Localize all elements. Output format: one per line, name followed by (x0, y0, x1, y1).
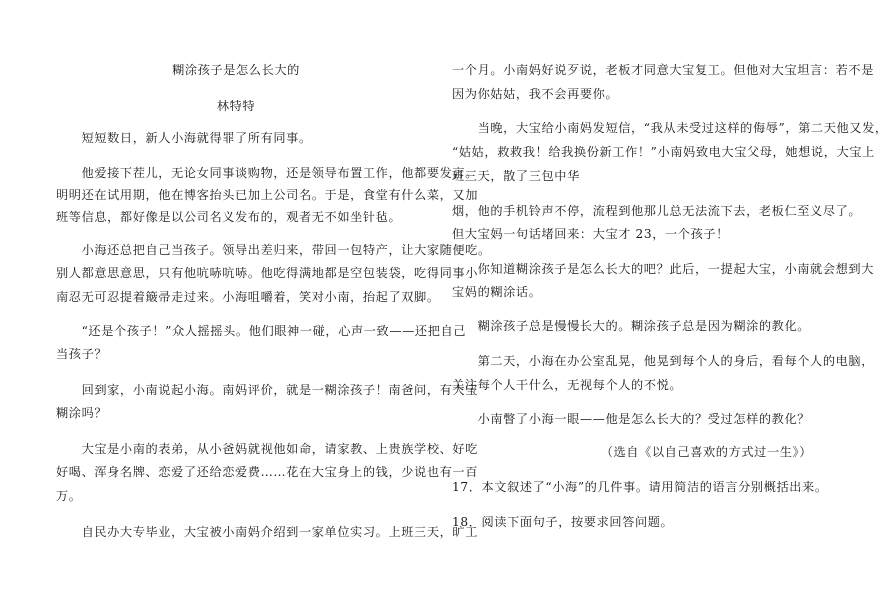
paragraph-line: 别人都意思意思，只有他吭哧吭哧。他吃得满地都是空包装袋，吃得同事小 (56, 266, 478, 280)
question-18: 18．阅读下面句子，按要求回答问题。 (452, 515, 674, 529)
paragraph-line: 第二天，小海在办公室乱晃，他晃到每个人的身后，看每个人的电脑， (452, 354, 874, 368)
paragraph-line: 你知道糊涂孩子是怎么长大的吧？此后，一提起大宝，小南就会想到大 (452, 262, 874, 276)
paragraph-line: “姑姑，救救我！给我换份新工作！”小南妈致电大宝父母，她想说，大宝上 (452, 145, 875, 159)
source-citation: （选自《以自己喜欢的方式过一生》） (600, 445, 812, 459)
paragraph-line: 班等信息，都好像是以公司名义发布的，观者无不如坐针毡。 (56, 210, 402, 224)
paragraph-line: 当晚，大宝给小南妈发短信，“我从未受过这样的侮辱”，第二天他又发， (452, 121, 888, 135)
paragraph-line: 宝妈的糊涂话。 (452, 285, 542, 299)
paragraph-line: 一个月。小南妈好说歹说，老板才同意大宝复工。但他对大宝坦言：若不是 (452, 63, 874, 77)
paragraph-line: 当孩子？ (56, 347, 108, 361)
paragraph-line: 小海还总把自己当孩子。领导出差归来，带回一包特产，让大家随便吃。 (56, 243, 491, 257)
paragraph-line: 自民办大专毕业，大宝被小南妈介绍到一家单位实习。上班三天，旷工 (56, 525, 478, 539)
paragraph-line: 小南瞥了小海一眼——他是怎么长大的？受过怎样的教化？ (452, 412, 811, 426)
paragraph-line: 万。 (56, 489, 82, 503)
paragraph-line: 好喝、浑身名牌、恋爱了还给恋爱费……花在大宝身上的钱，少说也有一百 (56, 465, 478, 479)
paragraph-line: 短短数日，新人小海就得罪了所有同事。 (56, 131, 312, 145)
left-column (56, 0, 491, 608)
paragraph-line: 班三天，散了三包中华 (452, 169, 580, 183)
paragraph-line: “还是个孩子！”众人摇摇头。他们眼神一碰，心声一致——还把自己 (56, 324, 467, 338)
paragraph-line: 回到家，小南说起小海。南妈评价，就是一糊涂孩子！南爸问，有大宝 (56, 383, 478, 397)
paragraph-line: 他爱接下茬儿，无论女同事谈购物，还是领导布置工作，他都要发言。 (56, 166, 478, 180)
paragraph-line: 糊涂吗？ (56, 406, 108, 420)
paragraph-line: 明明还在试用期，他在博客抬头已加上公司名。于是，食堂有什么菜，又加 (56, 188, 478, 202)
paragraph-line: 大宝是小南的表弟，从小爸妈就视他如命，请家教、上贵族学校、好吃 (56, 442, 478, 456)
paragraph-line: 因为你姑姑，我不会再要你。 (452, 87, 619, 101)
article-author: 林特特 (216, 99, 256, 113)
right-column (452, 0, 888, 608)
paragraph-line: 烟，他的手机铃声不停，流程到他那儿总无法流下去，老板仁至义尽了。 (452, 204, 862, 218)
question-17: 17．本文叙述了“小海”的几件事。请用简洁的语言分别概括出来。 (452, 480, 828, 494)
paragraph-line: 南忍无可忍提着簸帚走过来。小海咀嚼着，笑对小南，抬起了双脚。 (56, 290, 440, 304)
paragraph-line: 但大宝妈一句话堵回来：大宝才 23，一个孩子！ (452, 227, 729, 241)
paragraph-line: 关注每个人干什么，无视每个人的不悦。 (452, 378, 683, 392)
article-title: 糊涂孩子是怎么长大的 (172, 63, 300, 77)
paragraph-line: 糊涂孩子总是慢慢长大的。糊涂孩子总是因为糊涂的教化。 (452, 319, 811, 333)
